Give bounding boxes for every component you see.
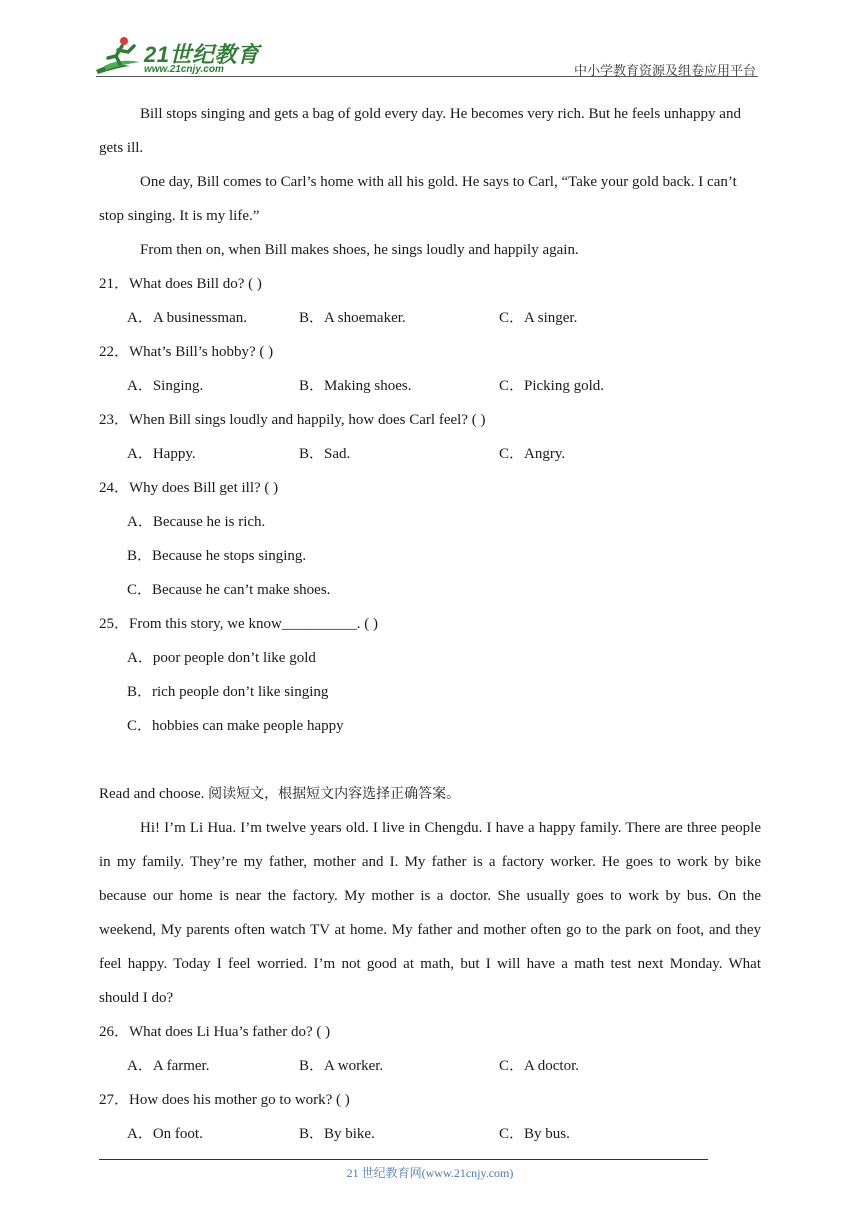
header-divider [96,76,758,77]
passage-line: feel happy. Today I feel worried. I’m not good at math, but I will have a math test next Monday. What [99,956,761,972]
option-c[interactable]: C．Angry. [499,446,566,462]
instruction-en: Read and choose. [99,786,205,802]
option-b[interactable]: B．Because he stops singing. [127,548,307,564]
passage-line: Bill stops singing and gets a bag of gold every day. He becomes very rich. But he feels unhappy and [140,106,741,122]
options-26 [99,1049,761,1083]
site-logo [94,36,264,78]
option-a[interactable]: A．Because he is rich. [127,514,266,530]
page-footer[interactable]: 21 世纪教育网(www.21cnjy.com) [346,1166,514,1180]
logo-text: 21世纪教育 [144,42,260,67]
passage-line: in my family. They’re my father, mother and I. My father is a factory worker. He goes to work by bike [99,854,761,870]
option-a[interactable]: A．On foot. [127,1126,203,1142]
options-21 [99,301,761,335]
passage-line: should I do? [99,990,174,1006]
option-a[interactable]: A．A businessman. [127,310,248,326]
instruction-cn: 阅读短文，根据短文内容选择正确答案。 [208,786,461,802]
passage-line: Hi! I’m Li Hua. I’m twelve years old. I live in Chengdu. I have a happy family. There are three people [140,820,761,836]
option-b[interactable]: B．By bike. [299,1126,375,1142]
question-23: 23．When Bill sings loudly and happily, how does Carl feel? ( ) [99,412,486,428]
page-header [0,0,860,80]
option-a[interactable]: A．poor people don’t like gold [127,650,316,666]
passage-line: From then on, when Bill makes shoes, he sings loudly and happily again. [140,242,579,258]
passage-line: weekend, My parents often watch TV at home. My father and mother often go to the park on foot, and they [99,922,761,938]
options-22 [99,369,761,403]
lihua-passage [99,811,761,1015]
option-b[interactable]: B．rich people don’t like singing [127,684,329,700]
question-21: 21．What does Bill do? ( ) [99,276,262,292]
runner-logo-icon [94,36,146,76]
passage-line: stop singing. It is my life.” [99,208,260,224]
question-26: 26．What does Li Hua’s father do? ( ) [99,1024,331,1040]
option-b[interactable]: B．Making shoes. [299,378,412,394]
question-27: 27．How does his mother go to work? ( ) [99,1092,350,1108]
logo-url: www.21cnjy.com [144,64,224,75]
option-c[interactable]: C．hobbies can make people happy [127,718,344,734]
passage-line: gets ill. [99,140,144,156]
option-b[interactable]: B．A worker. [299,1058,384,1074]
options-23 [99,437,761,471]
question-25: 25．From this story, we know__________. ( ) [99,616,379,632]
option-b[interactable]: B．Sad. [299,446,351,462]
passage-line: because our home is near the factory. My mother is a doctor. She usually goes to work by bus. On the [99,888,761,904]
option-a[interactable]: A．A farmer. [127,1058,210,1074]
option-c[interactable]: C．By bus. [499,1126,570,1142]
option-c[interactable]: C．Because he can’t make shoes. [127,582,331,598]
option-a[interactable]: A．Happy. [127,446,196,462]
options-27 [99,1117,761,1151]
question-24: 24．Why does Bill get ill? ( ) [99,480,279,496]
document-body [99,97,761,1151]
option-c[interactable]: C．A singer. [499,310,578,326]
option-a[interactable]: A．Singing. [127,378,204,394]
story-passage [99,97,761,267]
section-instruction [99,777,761,811]
question-22: 22．What’s Bill’s hobby? ( ) [99,344,274,360]
option-c[interactable]: C．A doctor. [499,1058,580,1074]
footer-divider [99,1159,708,1160]
spacer [99,743,761,777]
passage-line: One day, Bill comes to Carl’s home with all his gold. He says to Carl, “Take your gold back. I can’t [140,174,737,190]
option-b[interactable]: B．A shoemaker. [299,310,406,326]
header-tagline: 中小学教育资源及组卷应用平台 [573,64,756,79]
option-c[interactable]: C．Picking gold. [499,378,605,394]
